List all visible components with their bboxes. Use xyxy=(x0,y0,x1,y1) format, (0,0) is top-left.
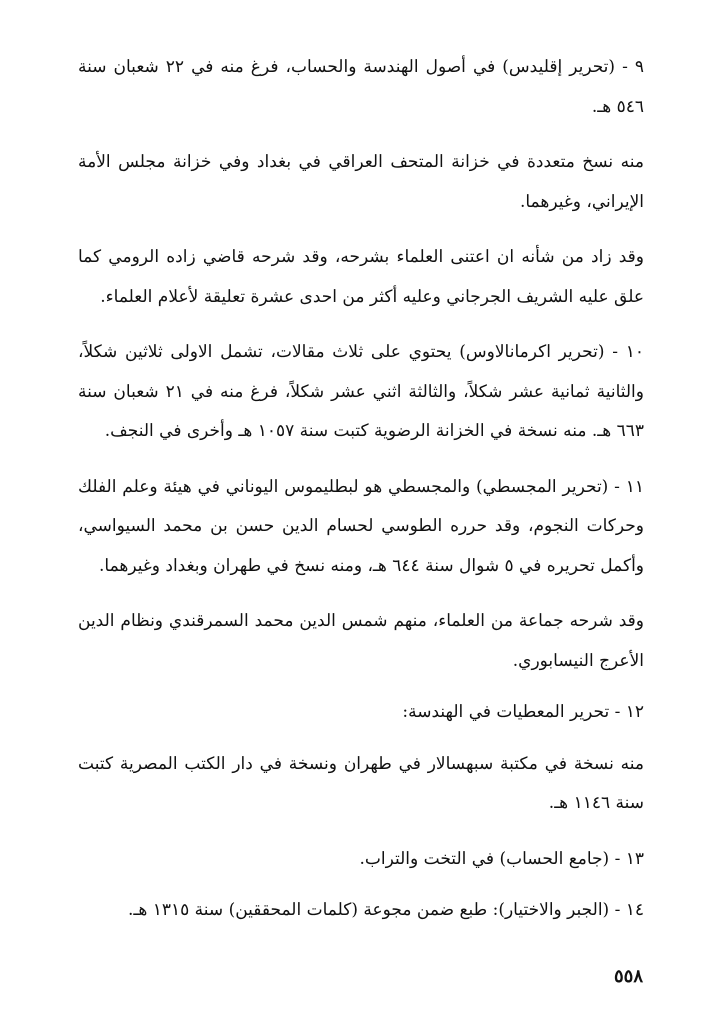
item-11-paragraph: ١١ - (تحرير المجسطي) والمجسطي هو لبطليموس اليوناني في هيئة وعلم الفلك وحركات النجوم، وقد حرره الطوسي لحسام الدين حسن بن محمد السيواسي، وأكمل تحريره في ٥ شوال سنة ٦٤٤ هـ، ومنه نسخ في طهران وبغداد وغيرهما. xyxy=(78,476,644,576)
item-14-paragraph: ١٤ - (الجبر والاختيار): طبع ضمن مجوعة (كلمات المحققين) سنة ١٣١٥ هـ. xyxy=(127,900,644,920)
item-9-commentary-paragraph: وقد زاد من شأنه ان اعتنى العلماء بشرحه، وقد شرحه قاضي زاده الرومي كما علق عليه الشريف الجرجاني وعليه أكثر من احدى عشرة تعليقة لأعلام العلماء. xyxy=(78,247,644,307)
item-12-heading: ١٢ - تحرير المعطيات في الهندسة: xyxy=(402,702,644,722)
page-body xyxy=(78,48,644,931)
item-10-paragraph: ١٠ - (تحرير اكرمانالاوس) يحتوي على ثلاث مقالات، تشمل الاولى ثلاثين شكلاً، والثانية ثمانية عشر شكلاً، والثالثة اثني عشر شكلاً، فرغ منه في ٢١ شعبان سنة ٦٦٣ هـ. منه نسخة في الخزانة الرضوية كتبت سنة ١٠٥٧ هـ وأخرى في النجف. xyxy=(78,342,644,441)
item-11-commentary-paragraph: وقد شرحه جماعة من العلماء، منهم شمس الدين محمد السمرقندي ونظام الدين الأعرج النيسابوري. xyxy=(78,611,644,671)
item-13-paragraph: ١٣ - (جامع الحساب) في التخت والتراب. xyxy=(359,848,644,869)
page-number: ٥٥٨ xyxy=(613,966,643,987)
item-9-copies-paragraph: منه نسخ متعددة في خزانة المتحف العراقي في بغداد وفي خزانة مجلس الأمة الإيراني، وغيرهما. xyxy=(78,152,644,212)
item-12-copies-paragraph: منه نسخة في مكتبة سبهسالار في طهران ونسخة في دار الكتب المصرية كتبت سنة ١١٤٦ هـ. xyxy=(78,753,644,813)
item-9-paragraph: ٩ - (تحرير إقليدس) في أصول الهندسة والحساب، فرغ منه في ٢٢ شعبان سنة ٥٤٦ هـ. xyxy=(78,57,644,117)
